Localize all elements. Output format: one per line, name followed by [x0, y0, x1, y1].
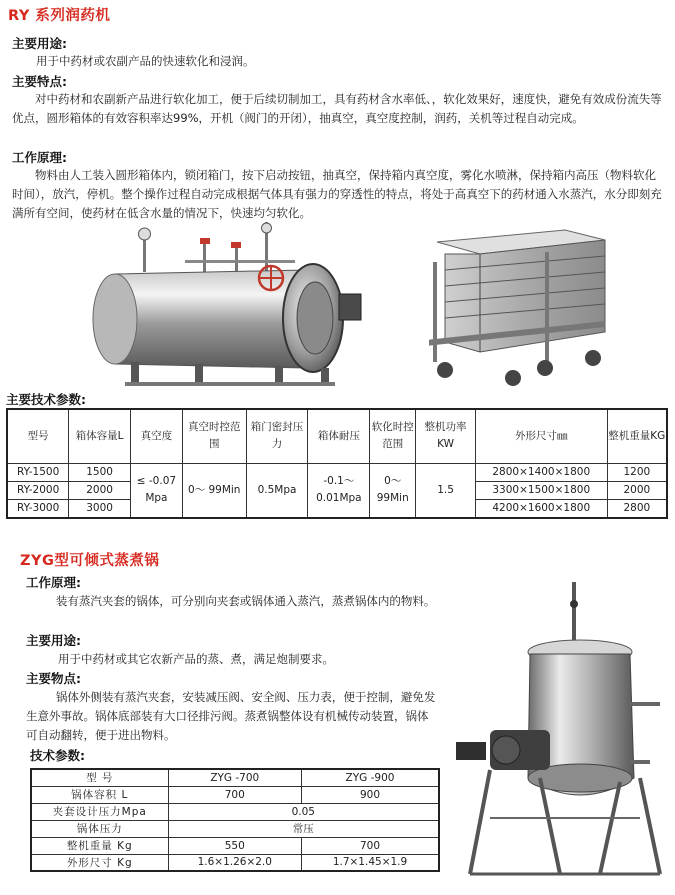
header-soften-time: 软化时控范围	[370, 409, 416, 463]
table-label: 外形尺寸 Kg	[31, 854, 168, 871]
section1-principle-text: 物料由人工装入圆形箱体内，锁闭箱门，按下启动按钮，抽真空，保持箱内真空度，雾化水喷淋，保持箱内高压（物料软化时间），放汽，停机。整个操作过程自动完成根据气体具有强力的穿透性的特点，将处于高真空下的药材通入水蒸汽，水分即刻充满所有空间，使药材在低含水量的情况下，快速均匀软化。	[12, 168, 662, 220]
material-cart-photo	[425, 222, 610, 390]
table-cell: 3300×1500×1800	[475, 481, 607, 499]
table-cell: 4200×1600×1800	[475, 499, 607, 518]
table-cell: 2000	[607, 481, 667, 499]
table-cell: RY-3000	[7, 499, 69, 518]
table-cell: 550	[168, 837, 301, 854]
header-model: 型号	[7, 409, 69, 463]
section1-feature-text: 对中药材和农副新产品进行软化加工，便于后续切制加工，具有药材含水率低、，软化效果好，速度快，避免有效成份流失等优点，圆形箱体的有效容积率达99%，开机（阀门的开闭），抽真空，真空度控制，润药，关机等过程自动完成。	[12, 92, 662, 125]
table-cell: RY-1500	[7, 463, 69, 481]
section1-principle-heading: 工作原理:	[12, 150, 67, 165]
header-size: 外形尺寸㎜	[475, 409, 607, 463]
section2-title: ZYG型可倾式蒸煮锅	[20, 553, 160, 569]
header-power: 整机功率KW	[416, 409, 476, 463]
section2-feature-text: 锅体外侧装有蒸汽夹套，安装减压阀、安全阀、压力表，便于控制，避免发生意外事故。锅体底部装有大口径排污阀。蒸煮锅整体设有机械传动装置，锅体可自动翻转，便于进出物料。	[26, 690, 436, 742]
section1-title: RY 系列润药机	[8, 8, 111, 24]
section2-use-heading: 主要用途:	[26, 633, 81, 648]
table-cell: 700	[302, 837, 439, 854]
section1-use-text: 用于中药材或农副产品的快速软化和浸润。	[36, 54, 255, 68]
ry-spec-table	[6, 408, 668, 519]
table-cell: RY-2000	[7, 481, 69, 499]
table-label: 锅体压力	[31, 820, 168, 837]
header-volume: 箱体容量L	[69, 409, 131, 463]
section1-use-heading: 主要用途:	[12, 36, 67, 51]
vacuum-vessel-photo	[85, 222, 365, 390]
table-cell: ZYG -900	[302, 769, 439, 786]
table-cell: 2800	[607, 499, 667, 518]
steam-kettle-photo	[450, 582, 670, 882]
table-cell: 3000	[69, 499, 131, 518]
table-cell: 700	[168, 786, 301, 803]
table-cell: 1.7×1.45×1.9	[302, 854, 439, 871]
zyg-spec-table	[30, 768, 440, 872]
table-label: 整机重量 Kg	[31, 837, 168, 854]
header-body-pressure: 箱体耐压	[308, 409, 370, 463]
section2-principle-heading: 工作原理:	[26, 575, 81, 590]
table-cell-soften-time: 0～ 99Min	[370, 463, 416, 518]
section1-feature-heading: 主要特点:	[12, 74, 67, 89]
section2-principle-text: 装有蒸汽夹套的锅体，可分别向夹套或锅体通入蒸汽，蒸煮锅体内的物料。	[55, 594, 436, 608]
header-weight: 整机重量KG	[607, 409, 667, 463]
section2-spec-heading: 技术参数:	[30, 748, 85, 763]
header-vacuum-time: 真空时控范围	[182, 409, 246, 463]
table-cell-vacuum-time: 0～ 99Min	[182, 463, 246, 518]
table-cell-vacuum: ≤ -0.07 Mpa	[131, 463, 183, 518]
table-label: 锅体容积 L	[31, 786, 168, 803]
table-cell: 0.05	[168, 803, 439, 820]
section2-feature-heading: 主要物点:	[26, 671, 81, 686]
table-cell: 2800×1400×1800	[475, 463, 607, 481]
table-cell: ZYG -700	[168, 769, 301, 786]
table-cell-body-pressure: -0.1～ 0.01Mpa	[308, 463, 370, 518]
table-cell: 1.6×1.26×2.0	[168, 854, 301, 871]
section1-spec-heading: 主要技术参数:	[6, 392, 86, 407]
header-vacuum: 真空度	[131, 409, 183, 463]
table-cell-power: 1.5	[416, 463, 476, 518]
table-cell-door-pressure: 0.5Mpa	[246, 463, 308, 518]
table-cell: 2000	[69, 481, 131, 499]
table-label: 夹套设计压力Mpa	[31, 803, 168, 820]
table-cell: 常压	[168, 820, 439, 837]
section2-use-text: 用于中药材或其它农新产品的蒸、煮，满足炮制要求。	[58, 652, 334, 666]
header-door-pressure: 箱门密封压力	[246, 409, 308, 463]
table-cell: 1500	[69, 463, 131, 481]
table-cell: 1200	[607, 463, 667, 481]
table-label: 型 号	[31, 769, 168, 786]
table-cell: 900	[302, 786, 439, 803]
